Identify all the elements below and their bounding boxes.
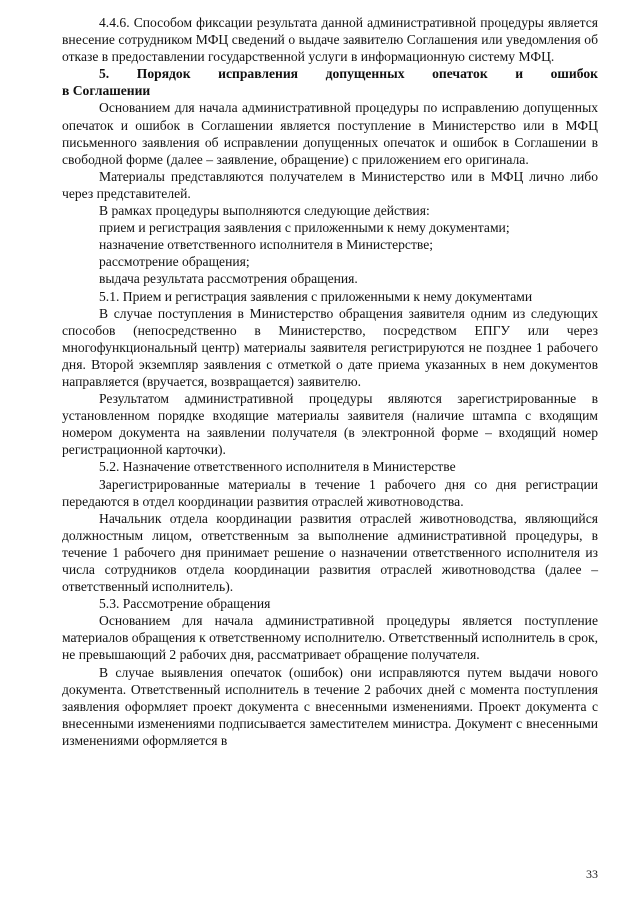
paragraph: Начальник отдела координации развития отраслей животноводства, являющийся должностным лицом, ответственным за выполнение административной процедуры, в течение 1 рабочего дня принимает решение о назначении ответственного исполнителя из числа сотрудников отдела координации развития отраслей животноводства (далее – ответственный исполнитель). (62, 510, 598, 595)
subsection-heading-5-2: 5.2. Назначение ответственного исполнителя в Министерстве (99, 459, 456, 475)
subsection-heading-5-1: 5.1. Прием и регистрация заявления с приложенными к нему документами (99, 288, 533, 304)
list-item: прием и регистрация заявления с приложенными к нему документами; (99, 220, 510, 236)
paragraph: В случае выявления опечаток (ошибок) они исправляются путем выдачи нового документа. Ответственный исполнитель в течение 2 рабочих дней с момента поступления заявления оформляет проект документа с внесенными изменениями. Проект документа с внесенными изменениями подписывается заместителем министра. Документ с внесенными изменениями оформляется в (62, 664, 598, 748)
subsection-heading-5-3: 5.3. Рассмотрение обращения (99, 596, 271, 612)
paragraph: Зарегистрированные материалы в течение 1 рабочего дня со дня регистрации передаются в отдел координации развития отраслей животноводства. (62, 476, 598, 509)
section-heading-continuation: в Соглашении (62, 83, 151, 99)
list-item: выдача результата рассмотрения обращения. (99, 271, 358, 287)
paragraph: Материалы представляются получателем в Министерство или в МФЦ лично либо через представителей. (62, 168, 598, 201)
paragraph: Результатом административной процедуры являются зарегистрированные в установленном порядке входящие материалы заявителя (наличие штампа с входящим номером документа на заявлении получателя (в электронной форме – входящий номер регистрационной карточки). (62, 391, 598, 458)
paragraph: Основанием для начала административной процедуры по исправлению допущенных опечаток и ошибок в Соглашении является поступление в Министерство или в МФЦ письменного заявления об исправлении допущенных опечаток и ошибок в Соглашении в свободной форме (далее – заявление, обращение) с приложением его оригинала. (62, 100, 598, 167)
list-item: рассмотрение обращения; (99, 254, 250, 270)
paragraph: Основанием для начала административной процедуры является поступление материалов обращения к ответственному исполнителю. Ответственный исполнитель в срок, не превышающий 2 рабочих дня, рассматривает обращение получателя. (62, 613, 598, 663)
section-heading: 5. Порядок исправления допущенных опечаток и ошибок (99, 66, 598, 82)
paragraph-4-4-6: 4.4.6. Способом фиксации результата данной административной процедуры является внесение сотрудником МФЦ сведений о выдаче заявителю Соглашения или уведомления об отказе в предоставлении государственной услуги в информационную систему МФЦ. (62, 15, 598, 65)
page-number: 33 (586, 867, 598, 881)
paragraph: В случае поступления в Министерство обращения заявителя одним из следующих способов (непосредственно в Министерство, посредством ЕПГУ или через многофункциональный центр) материалы заявителя регистрируются не позднее 1 рабочего дня. Второй экземпляр заявления с отметкой о дате приема указанных в нем документов направляется (вручается, возвращается) заявителю. (62, 305, 598, 389)
paragraph: В рамках процедуры выполняются следующие действия: (99, 203, 430, 219)
list-item: назначение ответственного исполнителя в Министерстве; (99, 237, 434, 253)
